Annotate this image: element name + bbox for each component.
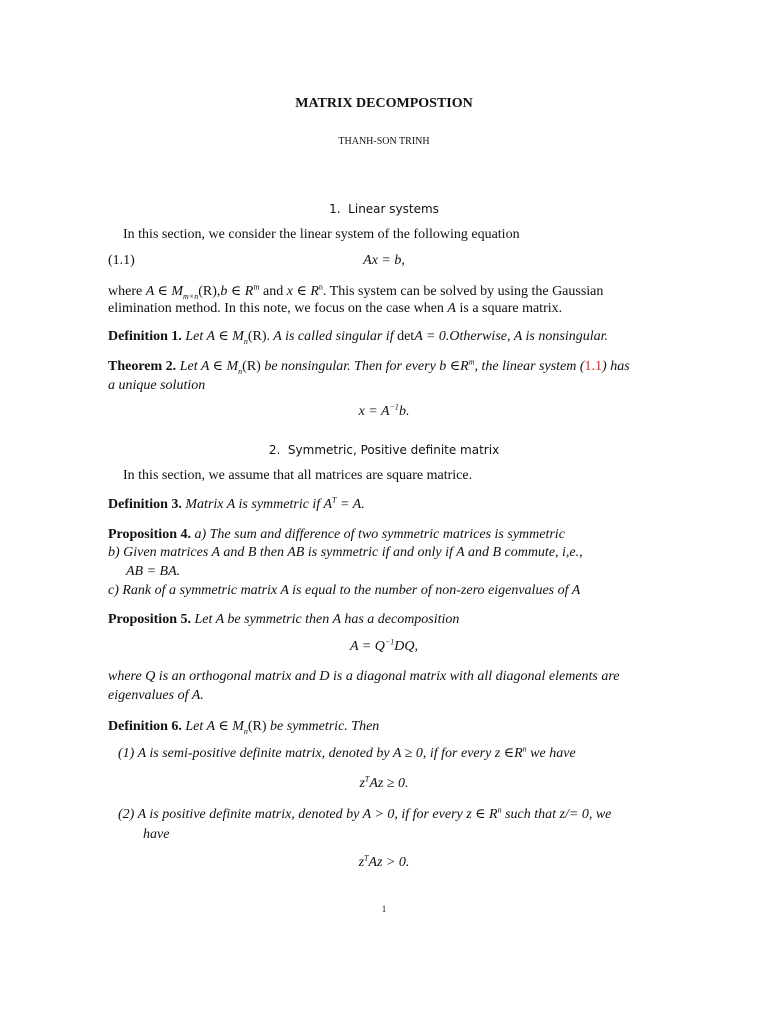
author-name: THANH-SON TRINH [338, 136, 430, 147]
section-number: 2. [268, 443, 281, 457]
proposition-item-b-cont: AB = BA. [126, 564, 181, 579]
definition-item-1: (1) A is semi-positive definite matrix, denoted by A ≥ 0, if for every z $\in R^n$ we have [118, 744, 576, 761]
section-heading-2 [0, 443, 768, 457]
paragraph: In this section, we consider the linear system of the following equation [123, 227, 520, 242]
section-number: 1. [329, 202, 341, 216]
definition-label: Definition 3. [108, 497, 182, 512]
proposition-item-c: c) Rank of a symmetric matrix A is equal to the number of non-zero eigenvalues of A [108, 583, 581, 598]
equation: $z^TAz \ge 0$. [359, 774, 409, 791]
theorem-label: Theorem 2. [108, 359, 177, 374]
proposition-5: Proposition 5. Let A be symmetric then A has a decomposition [108, 612, 460, 627]
theorem-2: Theorem 2. Let A ∈ $M_n(R)$ be nonsingular. Then for every b $\in R^m$, the linear system (1.1) has [108, 357, 630, 376]
proposition-label: Proposition 4. [108, 527, 191, 542]
equation-label: (1.1) [108, 253, 135, 268]
definition-label: Definition 1. [108, 329, 182, 344]
paragraph: In this section, we assume that all matrices are square matrice. [123, 468, 473, 483]
proposition-label: Proposition 5. [108, 612, 191, 627]
proposition-line: eigenvalues of A. [108, 688, 204, 703]
definition-label: Definition 6. [108, 719, 182, 734]
definition-item-2-cont: have [143, 827, 170, 842]
paragraph-line: where A ∈ $M_{m\times n}(R),b$ ∈ $R^m$ and x ∈ $R^n$. This system can be solved by using the Gaussian [108, 282, 604, 301]
page-number: 1 [381, 904, 387, 914]
definition-3: Definition 3. Matrix A is symmetric if $A^T = A$. [108, 495, 365, 512]
definition-6: Definition 6. Let A ∈ $M_n(R)$ be symmetric. Then [108, 719, 380, 736]
proposition-4: Proposition 4. a) The sum and difference of two symmetric matrices is symmetric [108, 527, 565, 542]
section-title: Linear systems [348, 202, 439, 216]
equation: Ax = b, [363, 253, 405, 268]
proposition-item-b: b) Given matrices A and B then AB is symmetric if and only if A and B commute, i,e., [108, 545, 583, 560]
paragraph-line: elimination method. In this note, we focus on the case when A is a square matrix. [108, 301, 563, 316]
proposition-line: where Q is an orthogonal matrix and D is a diagonal matrix with all diagonal elements are [108, 669, 620, 684]
equation: $z^TAz > 0$. [358, 853, 410, 870]
section-title: Symmetric, Positive definite matrix [287, 443, 500, 457]
section-heading-1 [0, 202, 768, 216]
definition-1: Definition 1. Let A ∈ $M_n(R)$. A is called singular if detA = 0.Otherwise, A is nonsingular. [108, 329, 608, 346]
theorem-line: a unique solution [108, 378, 206, 393]
document-title: MATRIX DECOMPOSTION [295, 96, 473, 111]
definition-item-2: (2) A is positive definite matrix, denoted by A > 0, if for every z ∈ $R^n$ such that z/= 0, we [118, 805, 612, 822]
equation: $A = Q^{-1}DQ$, [350, 637, 418, 654]
equation-reference-link[interactable]: 1.1 [584, 359, 603, 374]
equation: $x = A^{-1}b$. [358, 402, 410, 419]
